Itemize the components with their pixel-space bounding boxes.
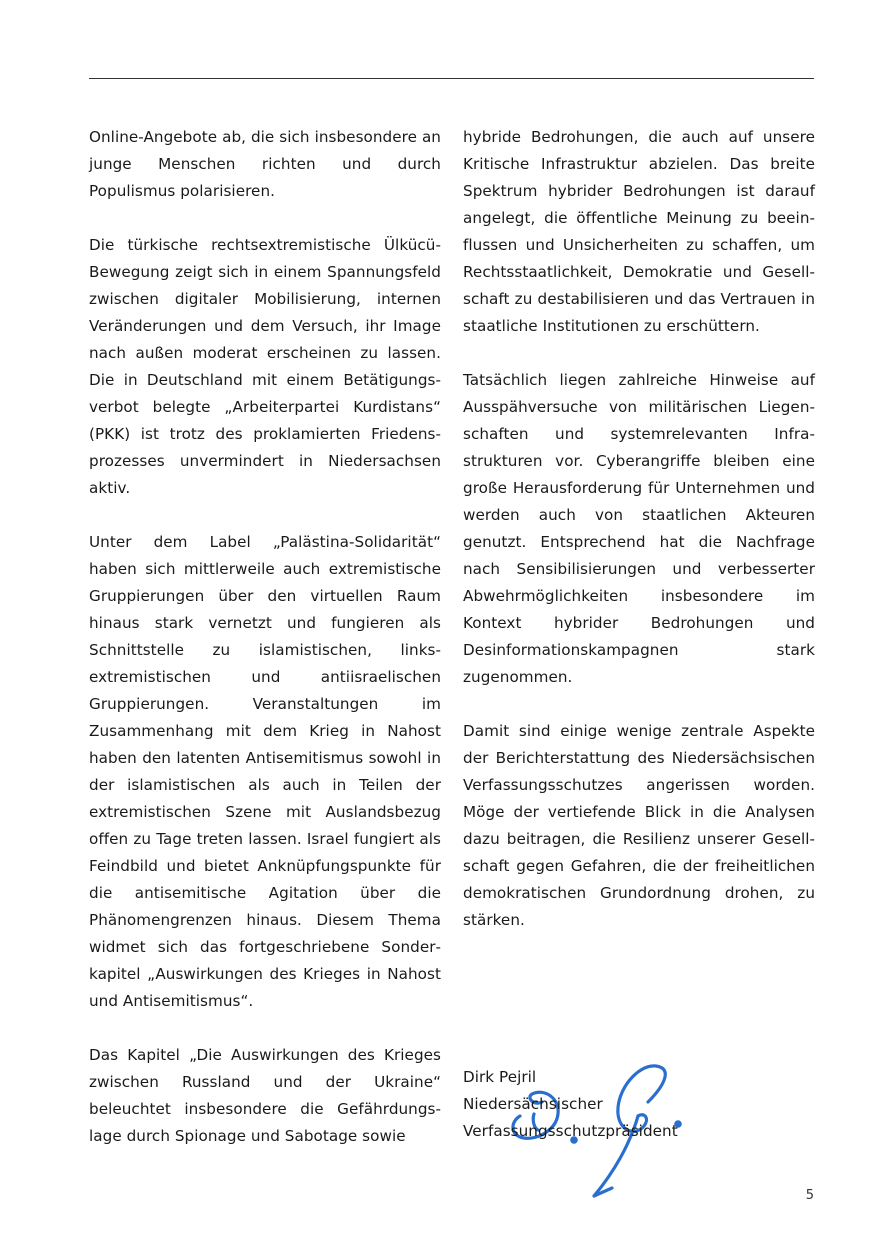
left-column	[89, 124, 441, 1177]
paragraph: Damit sind einige wenige zentrale Aspekte der Berichterstattung des Niedersächsischen Verfassungsschutzes angerissen worden. Möge der vertiefende Blick in die Analysen dazu beitragen, die Resilienz unserer Gesellschaft gegen Gefahren, die der freiheitlichen demokratischen Grundordnung drohen, zu stärken.	[463, 722, 815, 929]
right-column	[463, 124, 815, 1145]
signatory-title-line1: Niedersächsischer	[463, 1095, 603, 1113]
page-number: 5	[805, 1188, 814, 1203]
paragraph: hybride Bedrohungen, die auch auf unsere Kritische Infrastruktur abzielen. Das breite Spektrum hybrider Bedrohungen ist darauf angelegt, die öffentliche Meinung zu beeinflussen und Unsicherheiten zu schaffen, um Rechtsstaatlichkeit, Demokratie und Gesellschaft zu destabilisieren und das Vertrauen in staatliche Institutionen zu erschüttern.	[463, 128, 815, 335]
paragraph: Tatsächlich liegen zahlreiche Hinweise auf Ausspähversuche von militärischen Liegenschaften und systemrelevanten Infrastrukturen vor. Cyberangriffe bleiben eine große Herausforderung für Unternehmen und werden auch von staatlichen Akteuren genutzt. Entsprechend hat die Nachfrage nach Sensibilisierungen und verbesserter Abwehrmöglichkeiten insbesondere im Kontext hybrider Bedrohungen und Desinformationskampagnen stark zugenommen.	[463, 371, 815, 686]
signatory-name: Dirk Pejril	[463, 1068, 537, 1086]
paragraph: Online-Angebote ab, die sich insbesondere an junge Menschen richten und durch Populismus polarisieren.	[89, 128, 441, 200]
signatory-title-line2: Verfassungsschutzpräsident	[463, 1122, 678, 1140]
paragraph: Unter dem Label „Palästina-Solidarität“ haben sich mittlerweile auch extremistische Gruppierungen über den virtuellen Raum hinaus stark vernetzt und fungieren als Schnittstelle zu islamistischen, linksextremistischen und antiisraelischen Gruppierungen. Veranstaltungen im Zusammenhang mit dem Krieg in Nahost haben den latenten Antisemitismus sowohl in der islamistischen als auch in Teilen der extremistischen Szene mit Auslandsbezug offen zu Tage treten lassen. Israel fungiert als Feindbild und bietet Anknüpfungspunkte für die antisemitische Agitation über die Phänomengrenzen hinaus. Diesem Thema widmet sich das fortgeschriebene Sonderkapitel „Auswirkungen des Krieges in Nahost und Antisemitismus“.	[89, 533, 441, 1010]
header-rule	[89, 78, 814, 79]
paragraph: Die türkische rechtsextremistische Ülkücü-Bewegung zeigt sich in einem Spannungsfeld zwischen digitaler Mobilisierung, internen Veränderungen und dem Versuch, ihr Image nach außen moderat erscheinen zu lassen. Die in Deutschland mit einem Betätigungsverbot belegte „Arbeiterpartei Kurdistans“ (PKK) ist trotz des proklamierten Friedensprozesses unvermindert in Niedersachsen aktiv.	[89, 236, 441, 497]
signature-block	[463, 1064, 815, 1145]
paragraph: Das Kapitel „Die Auswirkungen des Krieges zwischen Russland und der Ukraine“ beleuchtet insbesondere die Gefährdungslage durch Spionage und Sabotage sowie	[89, 1046, 441, 1145]
